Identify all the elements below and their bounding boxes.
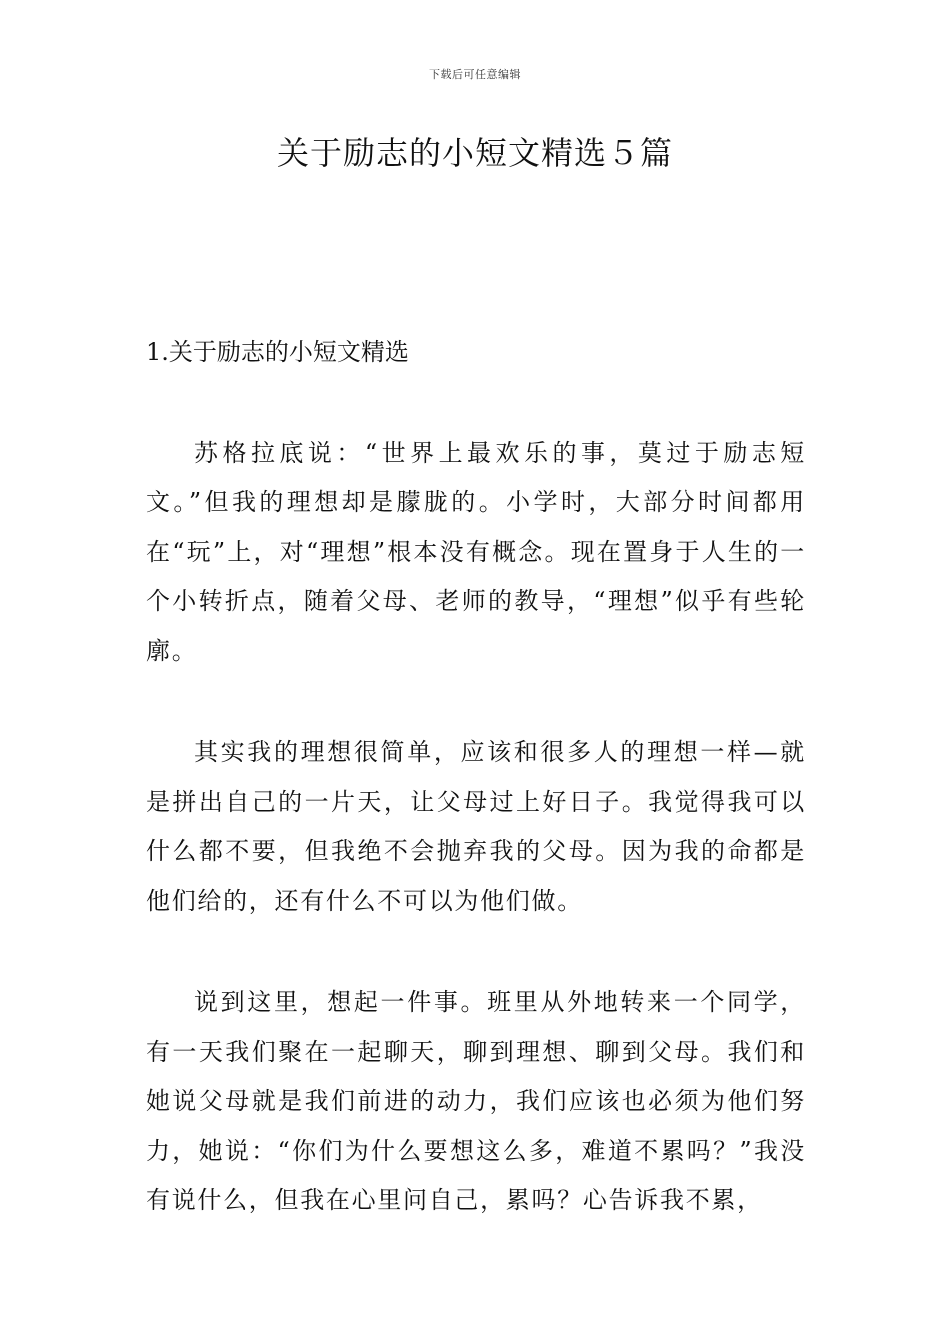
paragraph: 说到这里，想起一件事。班里从外地转来一个同学，有一天我们聚在一起聊天，聊到理想、聊到父母。我们和她说父母就是我们前进的动力，我们应该也必须为他们努力，她说：“你们为什么要想这么多，难道不累吗？”我没有说什么，但我在心里问自己，累吗？心告诉我不累， [146, 988, 806, 1214]
document-title: 关于励志的小短文精选５篇 [276, 134, 673, 172]
paragraph: 苏格拉底说：“世界上最欢乐的事，莫过于励志短文。”但我的理想却是朦胧的。小学时，大部分时间都用在“玩”上，对“理想”根本没有概念。现在置身于人生的一个小转折点，随着父母、老师的教导，“理想”似乎有些轮廓。 [146, 438, 806, 665]
document-body [146, 328, 806, 1226]
section-heading: 1.关于励志的小短文精选 [146, 338, 409, 366]
paragraph: 其实我的理想很简单，应该和很多人的理想一样—就是拼出自己的一片天，让父母过上好日子。我觉得我可以什么都不要，但我绝不会抛弃我的父母。因为我的命都是他们给的，还有什么不可以为他们做。 [146, 738, 806, 915]
header-note: 下载后可任意编辑 [429, 68, 521, 81]
